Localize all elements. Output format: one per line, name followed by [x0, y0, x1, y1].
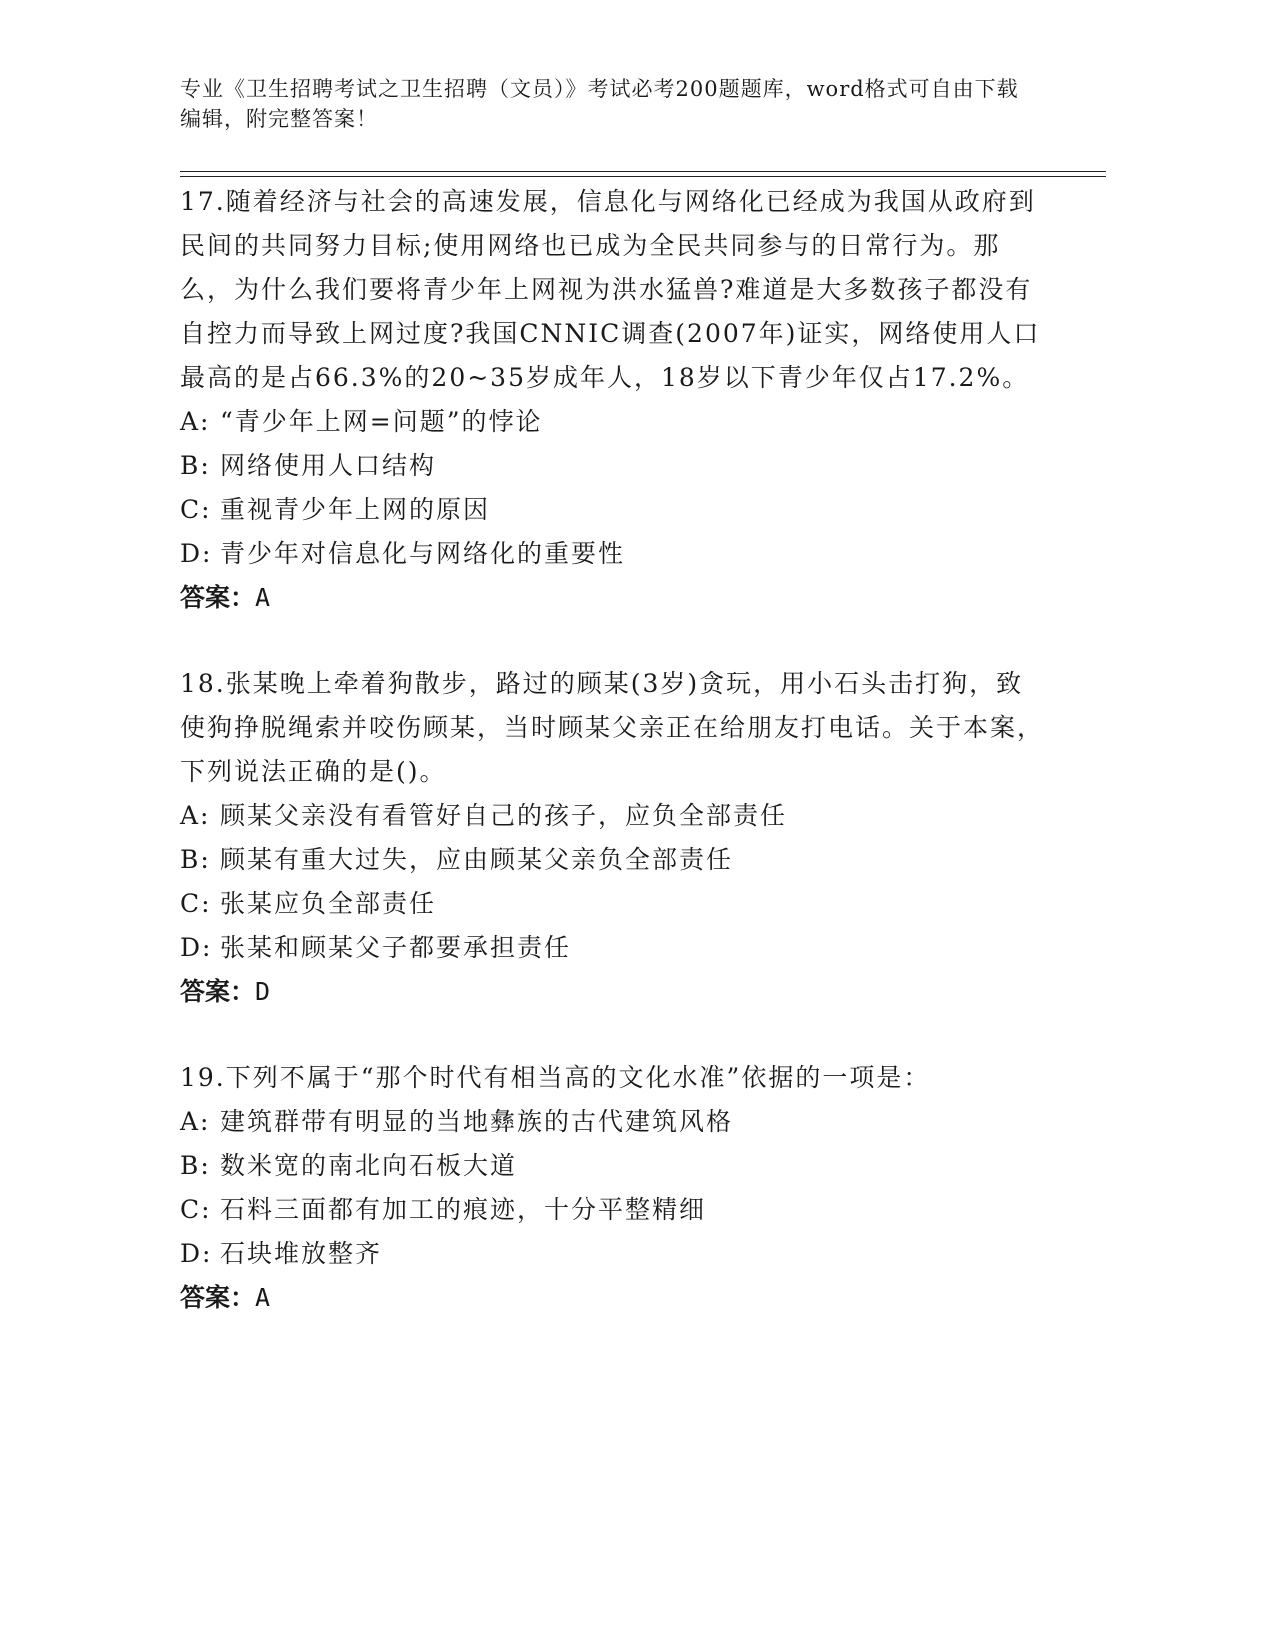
answer-value: A [255, 1283, 271, 1312]
document-header: 专业《卫生招聘考试之卫生招聘（文员）》考试必考200题题库，word格式可自由下载编辑，附完整答案！ [180, 77, 1019, 131]
option-key: B: [180, 1151, 211, 1180]
option-c [180, 1188, 1050, 1232]
option-c [180, 488, 1050, 532]
option-b [180, 444, 1050, 488]
option-text: 顾某有重大过失，应由顾某父亲负全部责任 [220, 845, 734, 874]
question-stem: 17.随着经济与社会的高速发展，信息化与网络化已经成为我国从政府到民间的共同努力目标;使用网络也已成为全民共同参与的日常行为。那么，为什么我们要将青少年上网视为洪水猛兽?难道是大多数孩子都没有自控力而导致上网过度?我国CNNIC调查(2007年)证实，网络使用人口最高的是占66.3%的20~35岁成年人，18岁以下青少年仅占17.2%。 [180, 187, 1041, 392]
option-text: 数米宽的南北向石板大道 [220, 1151, 518, 1180]
question-17 [180, 180, 1050, 620]
option-key: D: [180, 933, 213, 962]
question-18 [180, 662, 1050, 1014]
option-key: B: [180, 451, 211, 480]
answer-line [180, 576, 1050, 620]
option-text: 张某和顾某父子都要承担责任 [220, 933, 572, 962]
answer-label: 答案： [180, 977, 256, 1006]
header-rule-bottom [180, 176, 1106, 177]
answer-value: D [255, 977, 271, 1006]
option-key: B: [180, 845, 211, 874]
option-text: 顾某父亲没有看管好自己的孩子，应负全部责任 [220, 801, 788, 830]
question-list [180, 180, 1050, 1362]
option-key: D: [180, 539, 213, 568]
option-text: 石块堆放整齐 [220, 1239, 383, 1268]
option-text: 青少年对信息化与网络化的重要性 [220, 539, 626, 568]
answer-line [180, 970, 1050, 1014]
option-a [180, 400, 1050, 444]
option-text: 重视青少年上网的原因 [220, 495, 491, 524]
option-a [180, 1100, 1050, 1144]
option-key: C: [180, 889, 212, 918]
question-19 [180, 1056, 1050, 1320]
answer-value: A [255, 583, 271, 612]
answer-label: 答案： [180, 583, 256, 612]
question-stem: 18.张某晚上牵着狗散步，路过的顾某(3岁)贪玩，用小石头击打狗，致使狗挣脱绳索并咬伤顾某，当时顾某父亲正在给朋友打电话。关于本案，下列说法正确的是()。 [180, 669, 1045, 786]
option-d [180, 926, 1050, 970]
option-text: 石料三面都有加工的痕迹，十分平整精细 [220, 1195, 707, 1224]
answer-label: 答案： [180, 1283, 256, 1312]
option-text: 网络使用人口结构 [220, 451, 437, 480]
header-rule-top [180, 171, 1106, 172]
option-d [180, 1232, 1050, 1276]
option-text: “青少年上网=问题”的悖论 [220, 407, 543, 436]
option-key: C: [180, 495, 212, 524]
option-text: 建筑群带有明显的当地彝族的古代建筑风格 [220, 1107, 734, 1136]
option-key: D: [180, 1239, 213, 1268]
option-key: A: [180, 801, 211, 830]
option-key: A: [180, 1107, 211, 1136]
option-c [180, 882, 1050, 926]
option-b [180, 838, 1050, 882]
option-b [180, 1144, 1050, 1188]
question-stem: 19.下列不属于“那个时代有相当高的文化水准”依据的一项是： [180, 1063, 931, 1092]
option-key: C: [180, 1195, 212, 1224]
option-key: A: [180, 407, 211, 436]
option-text: 张某应负全部责任 [220, 889, 437, 918]
answer-line [180, 1276, 1050, 1320]
option-d [180, 532, 1050, 576]
option-a [180, 794, 1050, 838]
